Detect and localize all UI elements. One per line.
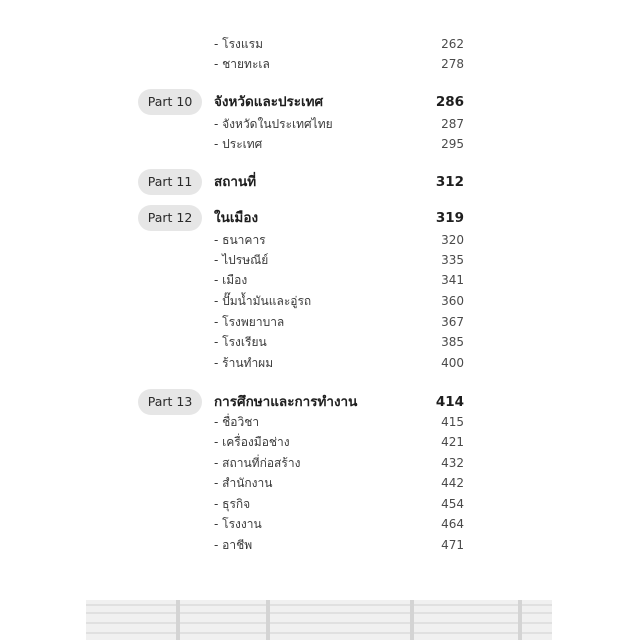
section-heading (214, 208, 464, 228)
section-title: ในเมือง (214, 210, 259, 226)
toc-entry-label: - จังหวัดในประเทศไทย (214, 117, 333, 131)
toc-entry-label: - โรงพยาบาล (214, 315, 285, 329)
toc-entry (214, 433, 464, 451)
section-heading (214, 392, 464, 412)
toc-entry-label: - เมือง (214, 273, 248, 287)
toc-entry (214, 35, 464, 53)
toc-entry-page: 471 (441, 538, 464, 552)
toc-entry-page: 360 (441, 294, 464, 308)
toc-entry-label: - สำนักงาน (214, 476, 273, 490)
section-title: สถานที่ (214, 174, 257, 190)
toc-entry (214, 55, 464, 73)
section-heading (214, 92, 464, 112)
toc-entry (214, 515, 464, 533)
section-title: การศึกษาและการทำงาน (214, 394, 358, 410)
toc-entry-label: - ชายทะเล (214, 57, 270, 71)
toc-entry (214, 536, 464, 554)
toc-entry-label: - ไปรษณีย์ (214, 253, 269, 267)
toc-entry-page: 262 (441, 37, 464, 51)
toc-entry-label: - ชื่อวิชา (214, 415, 260, 429)
toc-entry-label: - โรงเรียน (214, 335, 267, 349)
toc-entry (214, 333, 464, 351)
toc-entry-page: 320 (441, 233, 464, 247)
toc-entry (214, 115, 464, 133)
toc-entry-label: - ร้านทำผม (214, 356, 274, 370)
footer-decoration (86, 600, 552, 640)
toc-entry-page: 454 (441, 497, 464, 511)
toc-entry-page: 385 (441, 335, 464, 349)
section-page: 414 (435, 394, 464, 410)
toc-entry (214, 271, 464, 289)
section-heading (214, 172, 464, 192)
toc-entry (214, 474, 464, 492)
toc-entry-page: 295 (441, 137, 464, 151)
toc-entry-label: - ธุรกิจ (214, 497, 251, 511)
toc-entry-label: - โรงแรม (214, 37, 263, 51)
toc-entry-page: 367 (441, 315, 464, 329)
part-badge: Part 11 (138, 169, 202, 195)
toc-entry-label: - ธนาคาร (214, 233, 266, 247)
toc-entry (214, 454, 464, 472)
section-title: จังหวัดและประเทศ (214, 94, 324, 110)
toc-entry-page: 278 (441, 57, 464, 71)
part-badge: Part 10 (138, 89, 202, 115)
part-badge: Part 13 (138, 389, 202, 415)
toc-entry-label: - เครื่องมือช่าง (214, 435, 290, 449)
toc-entry-page: 432 (441, 456, 464, 470)
section-page: 312 (435, 174, 464, 190)
toc-entry (214, 135, 464, 153)
toc-entry-page: 287 (441, 117, 464, 131)
section-page: 286 (435, 94, 464, 110)
toc-entry-label: - สถานที่ก่อสร้าง (214, 456, 301, 470)
toc-entry (214, 354, 464, 372)
toc-entry-label: - โรงงาน (214, 517, 262, 531)
section-page: 319 (435, 210, 464, 226)
toc-entry-label: - อาชีพ (214, 538, 253, 552)
toc-entry-page: 421 (441, 435, 464, 449)
toc-entry-page: 415 (441, 415, 464, 429)
toc-entry (214, 495, 464, 513)
toc-entry-label: - ประเทศ (214, 137, 263, 151)
toc-entry-page: 400 (441, 356, 464, 370)
toc-entry-page: 464 (441, 517, 464, 531)
toc-entry (214, 251, 464, 269)
toc-entry-page: 341 (441, 273, 464, 287)
toc-entry (214, 292, 464, 310)
toc-entry (214, 413, 464, 431)
toc-entry-page: 442 (441, 476, 464, 490)
toc-entry (214, 313, 464, 331)
toc-entry (214, 231, 464, 249)
toc-entry-page: 335 (441, 253, 464, 267)
part-badge: Part 12 (138, 205, 202, 231)
toc-entry-label: - ปั๊มน้ำมันและอู่รถ (214, 294, 312, 308)
